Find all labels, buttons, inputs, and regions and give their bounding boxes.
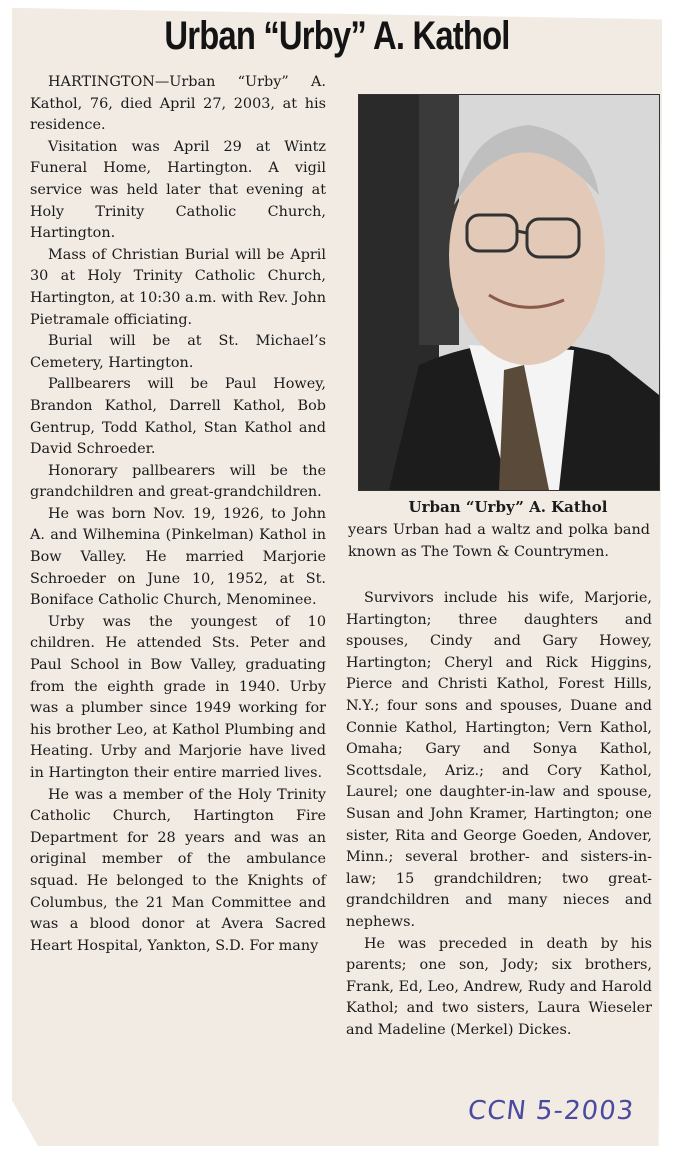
- right-column-continuation: [348, 520, 650, 563]
- portrait-illustration: [359, 95, 659, 490]
- handwritten-note: CCN 5-2003: [466, 1096, 636, 1126]
- paragraph-visitation: Visitation was April 29 at Wintz Funeral Home, Hartington. A vigil service was held later that evening at Holy Trinity Catholic Church, Hartington.: [30, 138, 326, 242]
- obituary-headline: Urban “Urby” A. Kathol: [164, 14, 510, 58]
- paragraph-burial: Burial will be at St. Michael’s Cemetery, Hartington.: [30, 333, 326, 371]
- paragraph-mass: Mass of Christian Burial will be April 30 at Holy Trinity Catholic Church, Hartington, at 10:30 a.m. with Rev. John Pietramale officiating.: [30, 246, 326, 328]
- right-column: [346, 588, 652, 1041]
- paragraph-preceded: He was preceded in death by his parents; one son, Jody; six brothers, Frank, Ed, Leo, Andrew, Rudy and Harold Kathol; and two sisters, Laura Wieseler and Madeline (Merkel) Dickes.: [346, 935, 652, 1038]
- paragraph-memberships: He was a member of the Holy Trinity Catholic Church, Hartington Fire Department for 28 years and was an original member of the ambulance squad. He belonged to the Knights of Columbus, the 21 Man Committee and was a blood donor at Avera Sacred Heart Hospital, Yankton, S.D. For many: [30, 786, 326, 954]
- paragraph-biography: Urby was the youngest of 10 children. He attended Sts. Peter and Paul School in Bow Valley, graduating from the eighth grade in 1940. Urby was a plumber since 1949 working for his brother Leo, at Kathol Plumbing and Heating. Urby and Marjorie have lived in Hartington their entire married lives.: [30, 613, 326, 781]
- portrait-photo: [358, 94, 660, 491]
- paragraph-band: years Urban had a waltz and polka band known as The Town & Countrymen.: [348, 522, 650, 560]
- paragraph-survivors: Survivors include his wife, Marjorie, Hartington; three daughters and spouses, Cindy and Gary Howey, Hartington; Cheryl and Rick Higgins, Pierce and Christi Kathol, Forest Hills, N.Y.; four sons and spouses, Duane and Connie Kathol, Hartington; Vern Kathol, Omaha; Gary and Sonya Kathol, Scottsdale, Ariz.; and Cory Kathol, Laurel; one daughter-in-law and spouse, Susan and John Kramer, Hartington; one sister, Rita and George Goeden, Andover, Minn.; several brother- and sisters-in-law; 15 grandchildren; two great-grandchildren and many nieces and nephews.: [346, 590, 652, 930]
- photo-caption: Urban “Urby” A. Kathol: [408, 498, 608, 516]
- paragraph-honorary-pallbearers: Honorary pallbearers will be the grandchildren and great-grandchildren.: [30, 462, 326, 501]
- paragraph-death-notice: HARTINGTON—Urban “Urby” A. Kathol, 76, died April 27, 2003, at his residence.: [30, 74, 326, 134]
- paragraph-birth-marriage: He was born Nov. 19, 1926, to John A. and Wilhemina (Pinkelman) Kathol in Bow Valley. He married Marjorie Schroeder on June 10, 1952, at St. Boniface Catholic Church, Menominee.: [30, 505, 326, 609]
- left-column: [30, 72, 326, 957]
- paragraph-pallbearers: Pallbearers will be Paul Howey, Brandon Kathol, Darrell Kathol, Bob Gentrup, Todd Kathol, Stan Kathol and David Schroeder.: [30, 376, 326, 458]
